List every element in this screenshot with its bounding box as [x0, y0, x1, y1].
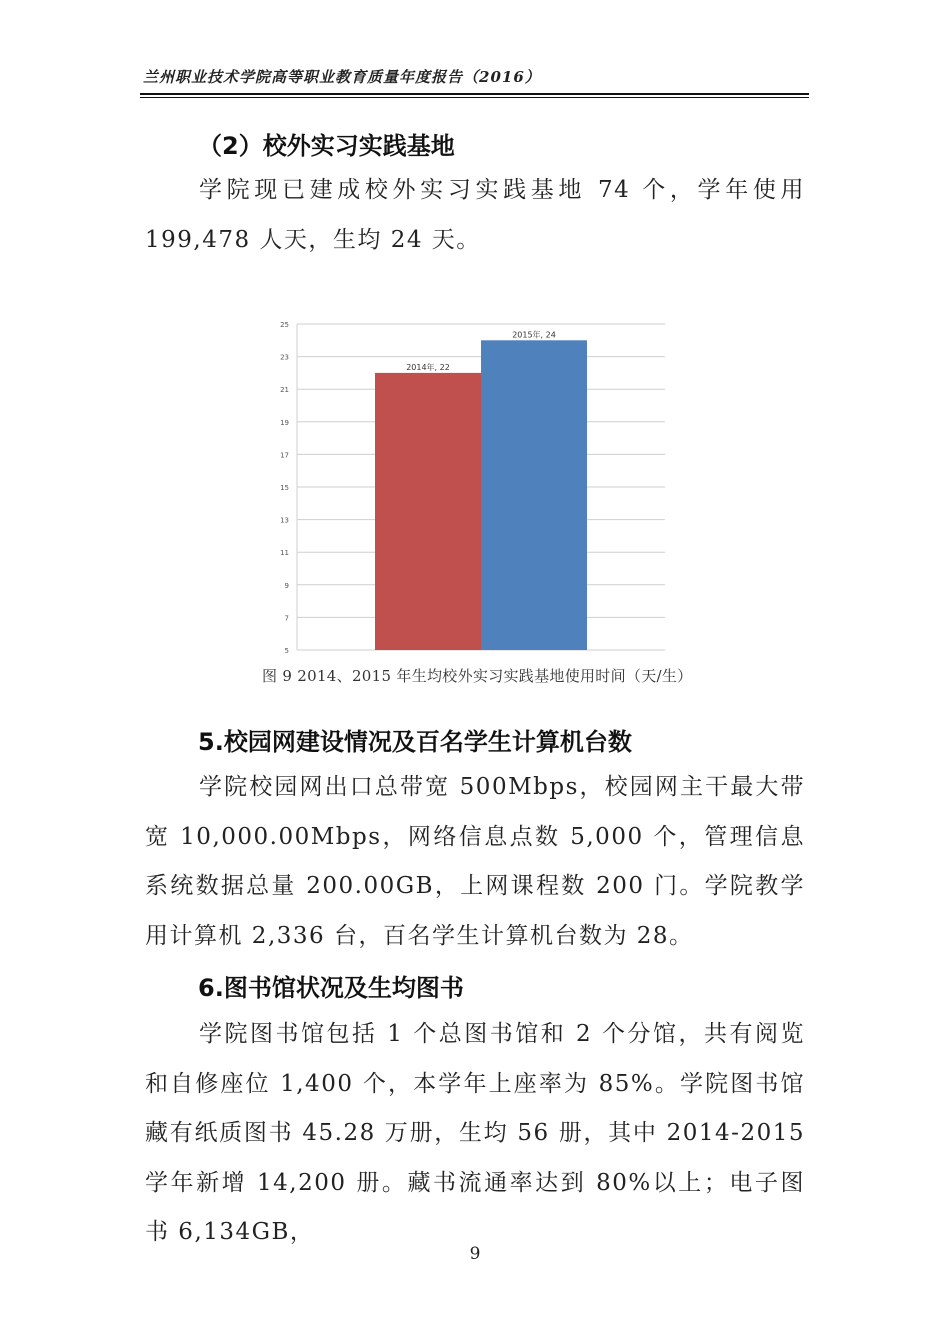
chart-bars [375, 340, 587, 650]
header-rule-thin [140, 97, 809, 98]
y-tick-label: 25 [280, 321, 289, 329]
paragraph-campus-network: 学院校园网出口总带宽 500Mbps，校园网主干最大带宽 10,000.00Mbps，网络信息点数 5,000 个，管理信息系统数据总量 200.00GB，上网课程数 200 门。学院教学用计算机 2,336 台，百名学生计算机台数为 28。 [145, 774, 805, 949]
y-tick-label: 15 [280, 484, 289, 492]
y-tick-label: 23 [280, 353, 289, 362]
report-header-title: 兰州职业技术学院高等职业教育质量年度报告（2016） [143, 68, 541, 86]
data-label: 2014年, 22 [406, 362, 450, 372]
heading-practice-base: （2）校外实习实践基地 [198, 132, 455, 160]
bar-2014 [375, 373, 481, 650]
y-tick-label: 11 [280, 549, 289, 558]
y-tick-label: 9 [284, 581, 289, 590]
bar-2015 [481, 340, 587, 650]
chart-y-ticks [280, 321, 289, 655]
y-tick-label: 5 [284, 647, 289, 655]
figure-caption: 图 9 2014、2015 年生均校外实习实践基地使用时间（天/生） [262, 667, 693, 685]
header-rule [140, 93, 809, 95]
heading-library: 6.图书馆状况及生均图书 [198, 974, 464, 1002]
paragraph-practice-base: 学院现已建成校外实习实践基地 74 个，学年使用 199,478 人天，生均 24 天。 [145, 177, 805, 253]
y-tick-label: 7 [284, 614, 289, 623]
bar-chart [262, 312, 672, 657]
page-number: 9 [469, 1244, 481, 1264]
heading-campus-network: 5.校园网建设情况及百名学生计算机台数 [198, 728, 632, 756]
data-label: 2015年, 24 [512, 330, 556, 340]
paragraph-library: 学院图书馆包括 1 个总图书馆和 2 个分馆，共有阅览和自修座位 1,400 个，本学年上座率为 85%。学院图书馆藏有纸质图书 45.28 万册，生均 56 册，其中 2014-2015 学年新增 14,200 册。藏书流通率达到 80%以上；电子图书 6,134GB， [145, 1021, 805, 1245]
y-tick-label: 17 [280, 451, 289, 460]
y-tick-label: 19 [280, 418, 289, 427]
y-tick-label: 21 [280, 386, 289, 395]
y-tick-label: 13 [280, 516, 289, 525]
